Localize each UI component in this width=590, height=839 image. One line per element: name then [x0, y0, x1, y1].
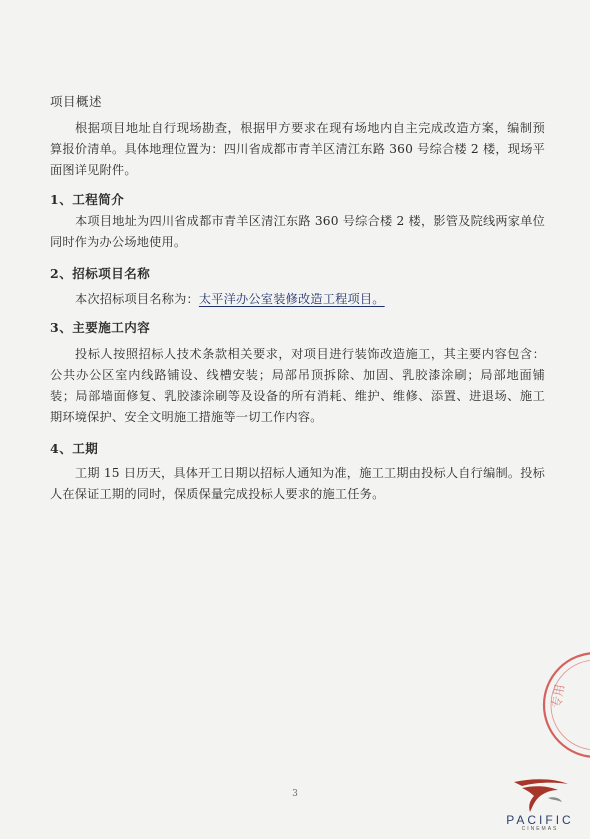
section-text-main-work: 投标人按照招标人技术条款相关要求，对项目进行装饰改造施工，其主要内容包含：公共办公区室内线路铺设、线槽安装；局部吊顶拆除、加固、乳胶漆涂刷；局部地面铺装；局部墙面修复、乳胶漆涂刷等及设备的所有消耗、维护、维修、添置、进退场、施工期环境保护、安全文明施工措施等一切工作内容。 [50, 347, 545, 424]
official-seal-icon [526, 650, 590, 760]
section-text-project-intro: 本项目地址为四川省成都市青羊区清江东路 360 号综合楼 2 楼，影管及院线两家单位同时作为办公场地使用。 [50, 214, 545, 249]
logo-subtitle: CINEMAS [521, 826, 559, 832]
section-text-project-name [50, 289, 545, 310]
overview-paragraph: 根据项目地址自行现场勘查，根据甲方要求在现有场地内自主完成改造方案，编制预算报价清单。具体地理位置为：四川省成都市青羊区清江东路 360 号综合楼 2 楼，现场平面图详见附件。 [50, 121, 545, 177]
logo-mark-icon [492, 776, 588, 816]
section-heading-main-work: 3、主要施工内容 [50, 320, 151, 335]
svg-text:专用: 专用 [549, 683, 568, 710]
page-number: 3 [292, 789, 298, 799]
pacific-cinemas-logo [492, 776, 588, 836]
section-text-duration: 工期 15 日历天，具体开工日期以招标人通知为准，施工工期由投标人自行编制。投标人在保证工期的同时，保质保量完成投标人要求的施工任务。 [50, 466, 546, 501]
project-name-prefix: 本次招标项目名称为： [75, 292, 199, 306]
section-heading-duration: 4、工期 [50, 441, 99, 456]
overview-title: 项目概述 [50, 94, 103, 109]
section-heading-project-intro: 1、工程简介 [50, 192, 125, 207]
logo-name: PACIFIC [506, 813, 574, 827]
project-name-value: 太平洋办公室装修改造工程项目。 [198, 292, 385, 306]
section-heading-project-name: 2、招标项目名称 [50, 266, 151, 281]
